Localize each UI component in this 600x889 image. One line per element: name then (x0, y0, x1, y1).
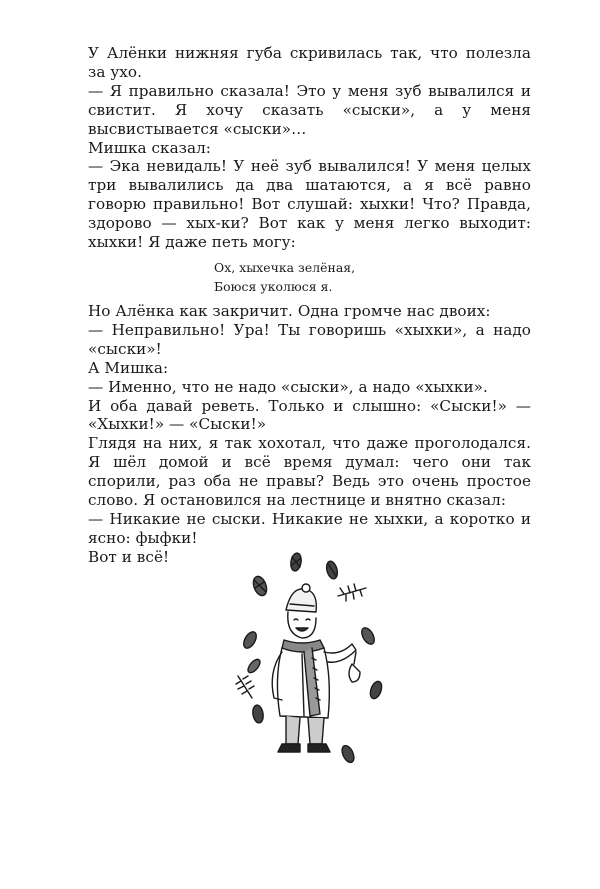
paragraph-9: И оба давай реветь. Только и слышно: «Сыски!» — «Хыхки!» — «Сыски!» (88, 396, 531, 434)
paragraph-4: — Эка невидаль! У неё зуб вывалился! У меня целых три вывалились да два шатаются, а я всё равно говорю правильно! Вот слушай: хыхки! Что? Правда, здорово — хых-ки? Вот как у меня легко выходит: хыхки! Я даже петь могу: (88, 157, 531, 252)
paragraph-3: Мишка сказал: (88, 138, 211, 157)
pinecone-icon (241, 630, 259, 651)
pine-twig-icon (236, 676, 254, 698)
paragraph-5: Но Алёнка как закричит. Одна громче нас двоих: (88, 301, 491, 320)
pinecone-icon (340, 744, 357, 765)
pinecone-icon (290, 552, 303, 571)
song-verse (214, 258, 531, 296)
paragraph-7: А Мишка: (88, 358, 169, 377)
verse-line-1: Ох, хыхечка зелёная, (214, 259, 356, 275)
pinecone-icon (368, 680, 384, 700)
pinecone-icon (246, 657, 262, 674)
paragraph-11: — Никакие не сыски. Никакие не хыхки, а коротко и ясно: фыфки! (88, 509, 531, 547)
pinecone-icon (252, 704, 265, 723)
boy-with-pinecones-illustration (228, 548, 388, 778)
pinecone-icon (359, 626, 377, 647)
paragraph-2: — Я правильно сказала! Это у меня зуб вывалился и свистит. Я хочу сказать «сыски», а у меня высвистывается «сыски»… (88, 81, 531, 138)
verse-line-2: Боюся уколюся я. (214, 278, 333, 294)
paragraph-12: Вот и всё! (88, 547, 170, 566)
paragraph-10: Глядя на них, я так хохотал, что даже проголодался. Я шёл домой и всё время думал: чего они так спорили, раз оба не правы? Ведь это очень простое слово. Я остановился на лестнице и внятно сказал: (88, 434, 531, 510)
paragraph-6: — Неправильно! Ура! Ты говоришь «хыхки», а надо «сыски»! (88, 320, 531, 358)
pinecone-icon (325, 560, 339, 580)
story-text (88, 44, 531, 567)
paragraph-1: У Алёнки нижняя губа скривилась так, что полезла за ухо. (88, 44, 531, 81)
pinecone-icon (251, 575, 269, 598)
boy-figure (272, 584, 360, 752)
pine-twig-icon (338, 584, 366, 601)
paragraph-8: — Именно, что не надо «сыски», а надо «хыхки». (88, 377, 488, 396)
